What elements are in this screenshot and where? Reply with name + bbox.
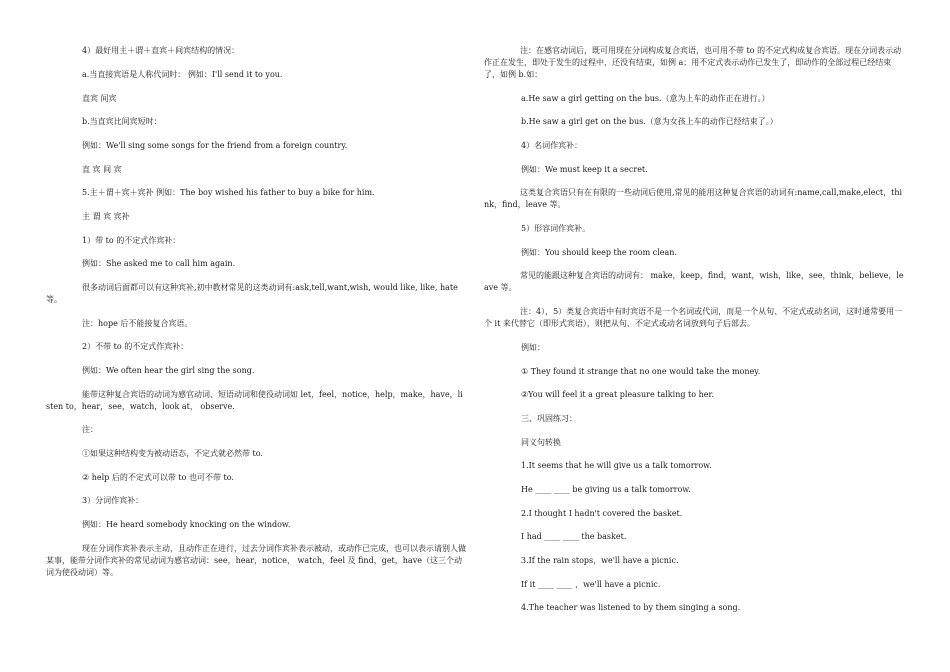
paragraph: 三、巩固练习： bbox=[521, 414, 577, 423]
paragraph: 5.主＋谓＋宾＋宾补 例如：The boy wished his father to buy a bike for him. bbox=[82, 188, 375, 197]
paragraph: a.当直接宾语是人称代词时： 例如：I'll send it to you. bbox=[82, 70, 283, 79]
paragraph: ① They found it strange that no one would take the money. bbox=[521, 367, 761, 376]
paragraph: 例如： bbox=[521, 343, 545, 352]
paragraph: 例如：We often hear the girl sing the song. bbox=[82, 366, 255, 375]
paragraph: 4）最好用主＋谓＋直宾＋间宾结构的情况： bbox=[82, 46, 240, 55]
paragraph: 同义句转换 bbox=[521, 438, 561, 447]
paragraph: 直 宾 间 宾 bbox=[82, 165, 122, 174]
paragraph: 注：hope 后不能接复合宾语。 bbox=[82, 319, 193, 328]
paragraph: 很多动词后面都可以有这种宾补,初中教材常见的这类动词有:ask,tell,want,wish, would like, like, hate 等。 bbox=[46, 283, 461, 304]
paragraph: 1.It seems that he will give us a talk tomorrow. bbox=[521, 461, 712, 470]
paragraph: 2.I thought I hadn't covered the basket. bbox=[521, 509, 683, 518]
paragraph: 例如：He heard somebody knocking on the window. bbox=[82, 520, 291, 529]
paragraph: 例如：We must keep it a secret. bbox=[521, 165, 648, 174]
paragraph: 3.If the rain stops，we'll have a picnic. bbox=[521, 556, 679, 565]
paragraph: If it ____ ____ ，we'll have a picnic. bbox=[521, 580, 661, 589]
paragraph: 1）带 to 的不定式作宾补： bbox=[82, 236, 181, 245]
paragraph: 2）不带 to 的不定式作宾补： bbox=[82, 342, 189, 351]
paragraph: 直宾 间宾 bbox=[82, 94, 117, 103]
paragraph: 注： bbox=[82, 425, 98, 434]
paragraph: a.He saw a girl getting on the bus.（意为上车的动作正在进行。） bbox=[521, 94, 770, 103]
paragraph: b.当直宾比间宾短时： bbox=[82, 117, 162, 126]
paragraph: 注：在感官动词后，既可用现在分词构成复合宾语，也可用不带 to 的不定式构成复合宾语。现在分词表示动作正在发生，即处于发生的过程中，还没有结束，如例 a；用不定式表示动作已发生了，即动作的全部过程已经结束了，如例 b.如： bbox=[484, 46, 902, 79]
paragraph: 现在分词作宾补表示主动，且动作正在进行，过去分词作宾补表示被动，或动作已完成，也可以表示请别人做某事，能带分词作宾补的常见动词为感官动词：see，hear，notice， watch，feel 及 find，get，have（这三个动词为使役动词）等。 bbox=[46, 544, 466, 577]
paragraph: 4）名词作宾补： bbox=[521, 141, 583, 150]
paragraph: ①如果这种结构变为被动语态，不定式就必然带 to. bbox=[82, 449, 263, 458]
paragraph: 常见的能跟这种复合宾语的动词有： make，keep，find，want，wish，like，see，think，believe，leave 等。 bbox=[484, 271, 904, 292]
paragraph: 这类复合宾语只有在有限的一些动词后使用,常见的能用这种复合宾语的动词有:name,call,make,elect，think，find，leave 等。 bbox=[484, 188, 903, 209]
paragraph: ②You will feel it a great pleasure talking to her. bbox=[521, 390, 714, 399]
paragraph: b.He saw a girl get on the bus.（意为女孩上车的动作已经结束了。） bbox=[521, 117, 778, 126]
paragraph: 例如：We'll sing some songs for the friend from a foreign country. bbox=[82, 141, 348, 150]
paragraph: 4.The teacher was listened to by them singing a song. bbox=[521, 603, 741, 612]
paragraph: 主 谓 宾 宾补 bbox=[82, 212, 130, 221]
paragraph: He ____ ____ be giving us a talk tomorrow. bbox=[521, 485, 691, 494]
paragraph: 能带这种复合宾语的动词为感官动词、短语动词和使役动词如 let，feel，notice，help，make，have，listen to，hear，see，watch，look at， observe. bbox=[46, 390, 463, 411]
paragraph: I had ____ ____ the basket. bbox=[521, 532, 627, 541]
paragraph: 例如：You should keep the room clean. bbox=[521, 248, 677, 257]
paragraph: 注：4），5）类复合宾语中有时宾语不是一个名词或代词，而是一个从句、不定式或动名词，这时通常要用一个 it 来代替它（即形式宾语），则把从句、不定式或动名词放到句子后部去。 bbox=[484, 307, 903, 328]
paragraph: 5）形容词作宾补。 bbox=[521, 224, 591, 233]
paragraph: 例如：She asked me to call him again. bbox=[82, 259, 236, 268]
paragraph: ② help 后的不定式可以带 to 也可不带 to. bbox=[82, 473, 234, 482]
paragraph: 3）分词作宾补： bbox=[82, 496, 144, 505]
